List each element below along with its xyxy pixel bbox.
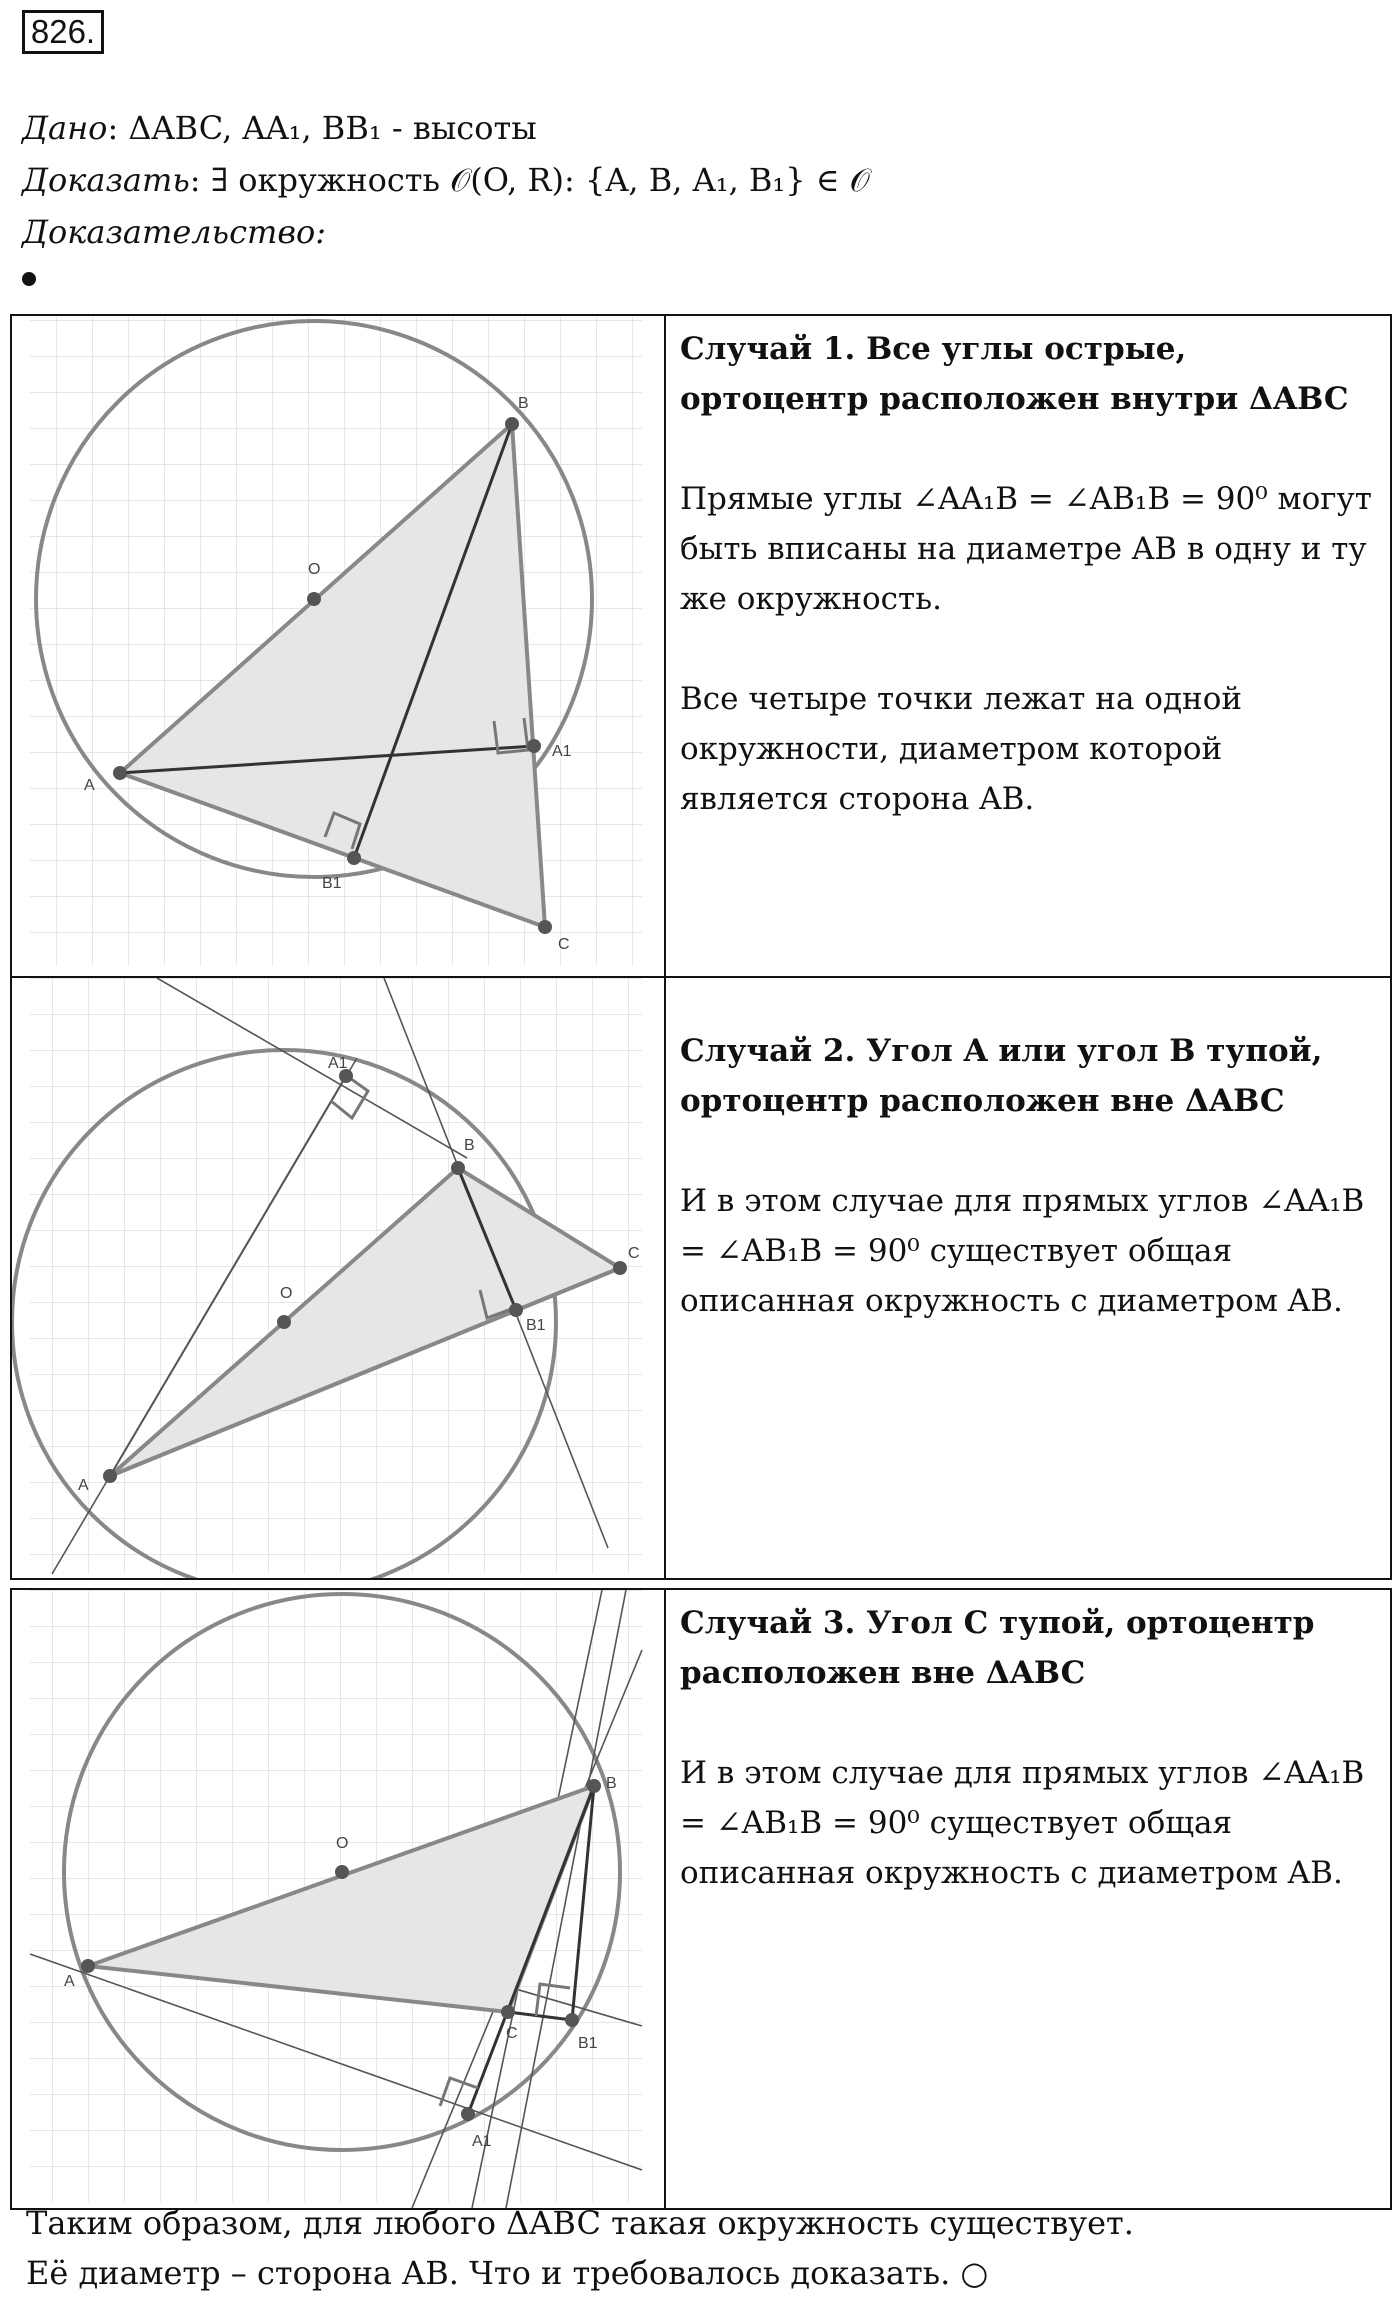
case2-diagram bbox=[12, 978, 664, 1578]
case2-figure bbox=[10, 976, 666, 1580]
case2-label-b: B bbox=[464, 1137, 475, 1154]
given-line: Дано: ΔABC, AA₁, BB₁ - высоты bbox=[22, 109, 537, 147]
case1-figure bbox=[10, 314, 666, 978]
problem-number: 826. bbox=[22, 10, 104, 54]
case3-paragraph-1: И в этом случае для прямых углов ∠AA₁B = ∠AB₁B = 90⁰ существует общая описанная окружность с диаметром AB. bbox=[680, 1755, 1365, 1891]
given-text: ΔABC, AA₁, BB₁ - высоты bbox=[128, 109, 537, 147]
case1-title: Случай 1. Все углы острые, ортоцентр расположен внутри ΔABC bbox=[680, 331, 1349, 417]
case2-label-o: O bbox=[280, 1285, 293, 1302]
case2-title: Случай 2. Угол A или угол B тупой, ортоцентр расположен вне ΔABC bbox=[680, 1033, 1323, 1119]
case1-text bbox=[664, 314, 1392, 978]
case1-paragraph-1: Прямые углы ∠AA₁B = ∠AB₁B = 90⁰ могут быть вписаны на диаметре AB в одну и ту же окружность. bbox=[680, 481, 1372, 617]
case3-label-c: C bbox=[506, 2025, 518, 2042]
case1-label-b: B bbox=[518, 395, 529, 412]
case1-label-a: A bbox=[84, 777, 95, 794]
conclusion-line-1: Таким образом, для любого ΔABC такая окружность существует. bbox=[26, 2204, 1134, 2242]
case3-label-o: O bbox=[336, 1835, 349, 1852]
case3-figure bbox=[10, 1588, 666, 2210]
case1-diagram bbox=[12, 316, 664, 976]
case2-label-a: A bbox=[78, 1477, 89, 1494]
case2-label-b1: B1 bbox=[526, 1317, 546, 1334]
case3-label-a: A bbox=[64, 1973, 75, 1990]
case2-label-a1: A1 bbox=[328, 1055, 348, 1072]
case3-label-a1: A1 bbox=[472, 2133, 492, 2150]
conclusion-line-2: Её диаметр – сторона AB. Что и требовалось доказать. ○ bbox=[26, 2254, 989, 2292]
case1-paragraph-2: Все четыре точки лежат на одной окружности, диаметром которой является сторона AB. bbox=[680, 681, 1243, 817]
case3-title: Случай 3. Угол C тупой, ортоцентр расположен вне ΔABC bbox=[680, 1605, 1315, 1691]
case1-label-o: O bbox=[308, 561, 321, 578]
case2-paragraph-1: И в этом случае для прямых углов ∠AA₁B = ∠AB₁B = 90⁰ существует общая описанная окружность с диаметром AB. bbox=[680, 1183, 1365, 1319]
case1-label-a1: A1 bbox=[552, 743, 572, 760]
prove-line: Доказать: ∃ окружность 𝒪(O, R): {A, B, A₁, B₁} ∈ 𝒪 bbox=[22, 161, 870, 199]
case3-diagram bbox=[12, 1590, 664, 2208]
case3-label-b1: B1 bbox=[578, 2035, 598, 2052]
case1-label-c: C bbox=[558, 936, 570, 953]
case3-label-b: B bbox=[606, 1775, 617, 1792]
case2-text bbox=[664, 976, 1392, 1580]
proof-label: Доказательство: bbox=[22, 213, 327, 251]
given-label: Дано bbox=[22, 109, 108, 147]
bullet-icon bbox=[22, 272, 36, 286]
case3-text bbox=[664, 1588, 1392, 2210]
prove-label: Доказать bbox=[22, 161, 190, 199]
case2-label-c: C bbox=[628, 1245, 640, 1262]
case1-label-b1: B1 bbox=[322, 875, 342, 892]
prove-text: ∃ окружность 𝒪(O, R): {A, B, A₁, B₁} ∈ 𝒪 bbox=[210, 161, 870, 199]
